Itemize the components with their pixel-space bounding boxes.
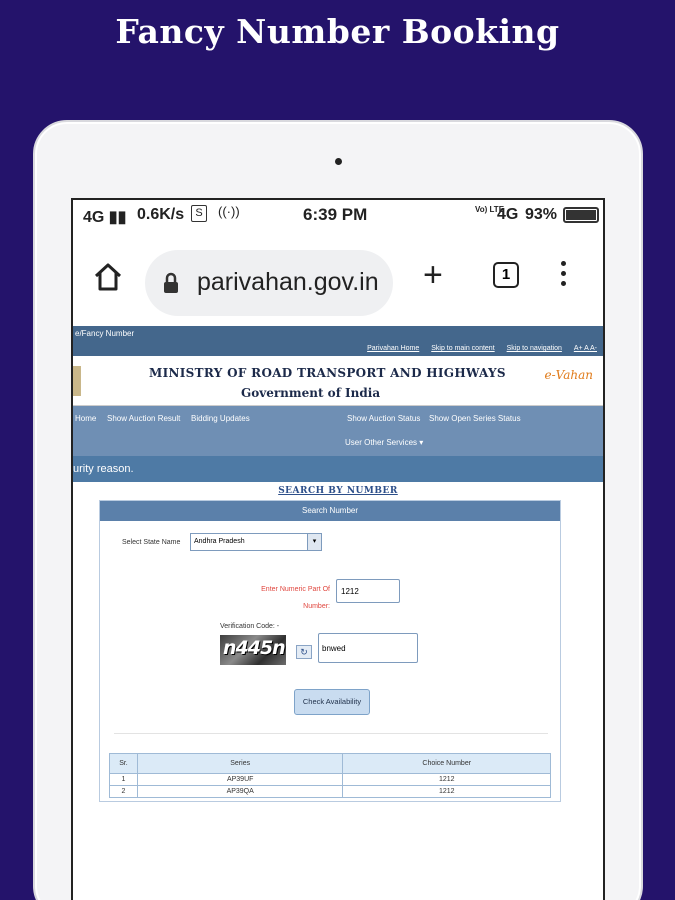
s-badge-icon: S (191, 205, 207, 222)
browser-toolbar (73, 230, 603, 326)
verification-label: Verification Code: - (220, 623, 280, 630)
volte-icon: Vo) LTE (475, 205, 505, 214)
government-title: Government of India (241, 386, 381, 400)
nav-auction-status[interactable]: Show Auction Status (347, 414, 421, 423)
nav-open-series[interactable]: Show Open Series Status (429, 414, 521, 423)
divider (114, 733, 548, 734)
captcha-image: n445n (220, 635, 286, 665)
url-text[interactable]: parivahan.gov.in (197, 268, 379, 296)
top-links (357, 345, 597, 352)
chevron-down-icon[interactable]: ▾ (307, 534, 321, 550)
font-size-controls[interactable]: A+ A A- (573, 345, 597, 352)
table-header-row (110, 754, 551, 774)
main-nav (73, 406, 603, 456)
lock-icon (163, 272, 179, 294)
top-strip (73, 326, 603, 356)
number-input[interactable]: 1212 (336, 579, 400, 603)
header-choice-number: Choice Number (343, 754, 551, 774)
state-select[interactable] (190, 533, 322, 551)
state-label: Select State Name (122, 539, 181, 546)
address-bar[interactable] (145, 250, 393, 316)
cell-choice: 1212 (343, 786, 551, 798)
parivahan-home-link[interactable]: Parivahan Home (367, 345, 420, 352)
search-panel (99, 500, 561, 802)
cell-choice: 1212 (343, 774, 551, 786)
emblem-icon (73, 366, 81, 396)
results-table (109, 753, 551, 798)
hotspot-icon: ((·)) (218, 204, 240, 219)
refresh-captcha-icon[interactable]: ↻ (296, 645, 312, 659)
data-speed: 0.6K/s (137, 206, 185, 223)
nav-bidding-updates[interactable]: Bidding Updates (191, 414, 250, 423)
tablet-frame (33, 120, 643, 900)
cell-sr: 1 (110, 774, 138, 786)
phone-screen (71, 198, 605, 900)
table-row (110, 774, 551, 786)
signal-indicator: 4G ▮▮ (83, 209, 127, 226)
skip-main-link[interactable]: Skip to main content (431, 345, 495, 352)
tab-switcher-button[interactable]: 1 (493, 262, 519, 288)
search-by-number-link[interactable]: SEARCH BY NUMBER (278, 486, 398, 496)
cell-series: AP39QA (137, 786, 343, 798)
nav-other-services[interactable]: User Other Services ▾ (345, 438, 424, 447)
battery-icon (563, 207, 599, 223)
web-page (73, 326, 603, 900)
number-label: Enter Numeric Part Of Number: (261, 586, 330, 610)
captcha-input[interactable]: bnwed (318, 633, 418, 663)
panel-heading: Search Number (100, 501, 560, 521)
network-type: 4G (497, 206, 519, 223)
check-availability-button[interactable]: Check Availability (294, 689, 370, 715)
cell-sr: 2 (110, 786, 138, 798)
table-row (110, 786, 551, 798)
promo-title: Fancy Number Booking (115, 12, 560, 51)
evahan-logo: e-Vahan (544, 368, 593, 382)
new-tab-icon[interactable]: + (423, 256, 443, 294)
cell-series: AP39UF (137, 774, 343, 786)
breadcrumb: e/Fancy Number (75, 329, 135, 338)
camera-dot (335, 158, 342, 165)
ministry-header (73, 356, 603, 406)
status-bar (73, 200, 603, 230)
state-value: Andhra Pradesh (194, 538, 245, 545)
notice-bar: urity reason. (73, 456, 603, 482)
ministry-title: MINISTRY OF ROAD TRANSPORT AND HIGHWAYS (149, 366, 506, 380)
battery-percent: 93% (525, 206, 558, 223)
nav-home[interactable]: Home (75, 414, 97, 423)
header-series: Series (137, 754, 343, 774)
clock: 6:39 PM (303, 205, 368, 224)
header-sr: Sr. (110, 754, 138, 774)
skip-nav-link[interactable]: Skip to navigation (506, 345, 562, 352)
more-menu-icon[interactable] (559, 258, 567, 292)
home-icon[interactable] (91, 260, 125, 294)
nav-auction-result[interactable]: Show Auction Result (107, 414, 181, 423)
